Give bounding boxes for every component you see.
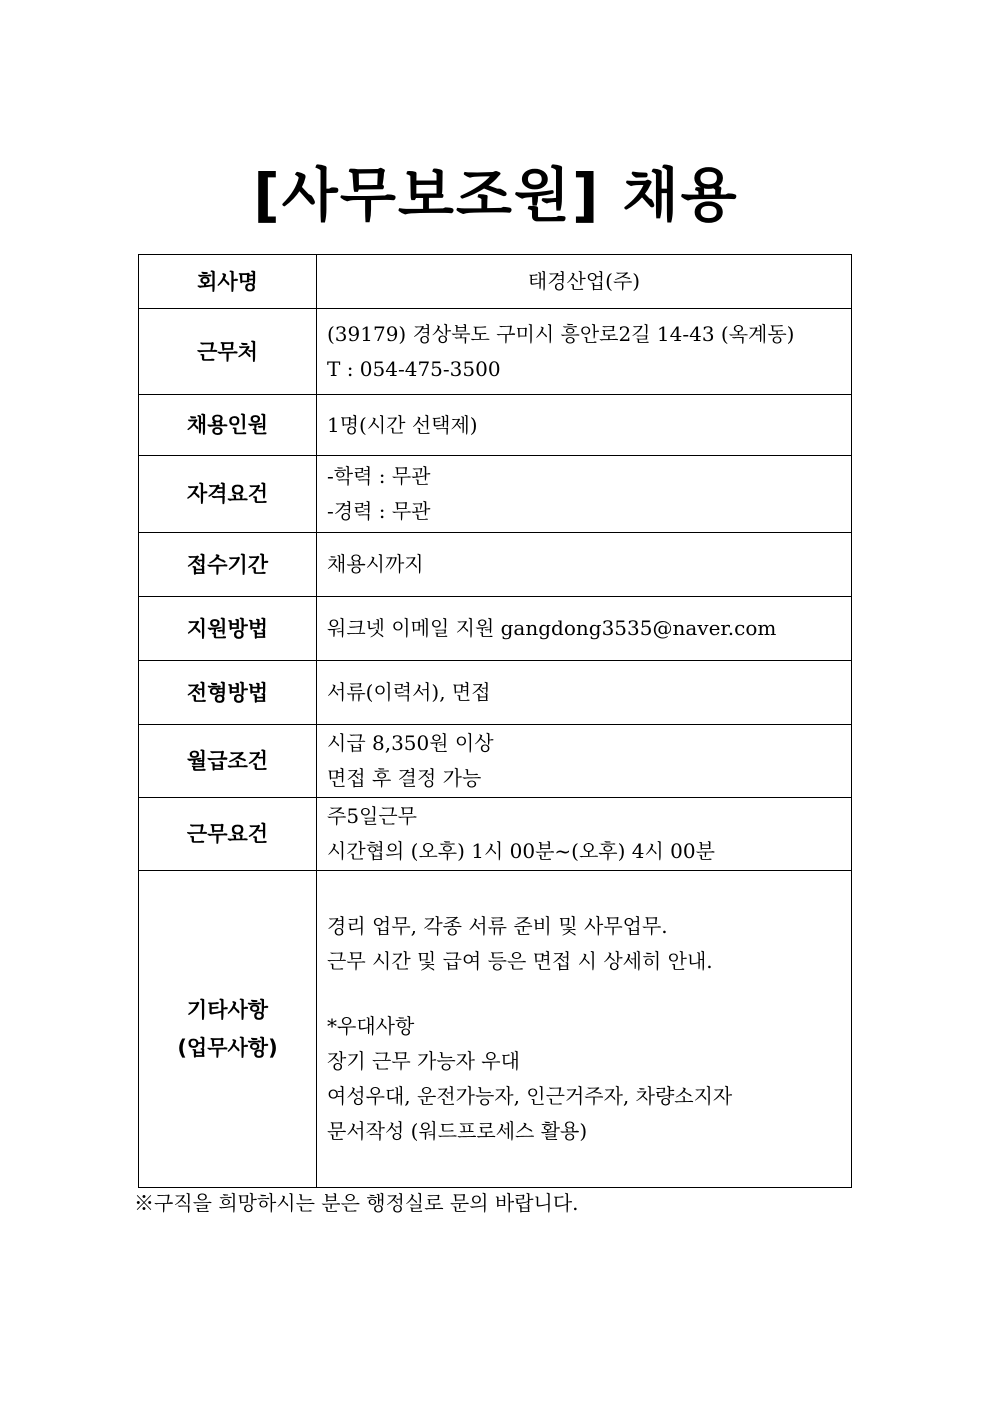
row-value-pay-conditions: [317, 725, 852, 798]
row-value-workplace: [317, 309, 852, 395]
spacer: [327, 979, 851, 1009]
table-row: [139, 456, 852, 533]
application-period-text: 채용시까지: [327, 552, 424, 576]
page-title: [사무보조원] 채용: [253, 161, 739, 229]
workplace-phone: T : 054-475-3500: [327, 356, 501, 381]
duties-description: 경리 업무, 각종 서류 준비 및 사무업무.: [327, 914, 668, 938]
row-label-application-method: 지원방법: [139, 597, 317, 661]
row-value-company: [317, 255, 852, 309]
duties-label: (업무사항): [177, 1036, 278, 1060]
footnote: ※구직을 희망하시는 분은 행정실로 문의 바랍니다.: [134, 1191, 579, 1215]
row-value-selection-method: [317, 661, 852, 725]
row-value-headcount: [317, 395, 852, 456]
pay-negotiation: 면접 후 결정 가능: [327, 766, 482, 790]
workplace-address: (39179) 경상북도 구미시 흥안로2길 14-43 (옥계동): [327, 321, 795, 346]
selection-method-text: 서류(이력서), 면접: [327, 680, 491, 704]
row-label-workplace: 근무처: [139, 309, 317, 395]
row-label-company: 회사명: [139, 255, 317, 309]
row-label-work-conditions: 근무요건: [139, 798, 317, 871]
preference-heading: *우대사항: [327, 1014, 415, 1038]
work-hours: 시간협의 (오후) 1시 00분~(오후) 4시 00분: [327, 839, 715, 863]
preference-candidates: 여성우대, 운전가능자, 인근거주자, 차량소지자: [327, 1084, 733, 1108]
row-label-selection-method: 전형방법: [139, 661, 317, 725]
preference-long-term: 장기 근무 가능자 우대: [327, 1049, 520, 1073]
row-value-work-conditions: [317, 798, 852, 871]
company-name: 태경산업(주): [527, 269, 641, 293]
row-label-qualifications: 자격요건: [139, 456, 317, 533]
table-row: [139, 533, 852, 597]
hours-pay-notice: 근무 시간 및 급여 등은 면접 시 상세히 안내.: [327, 949, 713, 973]
table-row: [139, 661, 852, 725]
work-days: 주5일근무: [327, 804, 418, 828]
row-value-qualifications: [317, 456, 852, 533]
application-method-text: 워크넷 이메일 지원 gangdong3535@naver.com: [327, 616, 777, 640]
row-value-application-period: [317, 533, 852, 597]
headcount-text: 1명(시간 선택제): [327, 412, 478, 437]
experience-requirement: -경력 : 무관: [327, 499, 431, 523]
row-label-other-details: [139, 871, 317, 1188]
education-requirement: -학력 : 무관: [327, 464, 431, 488]
row-value-other-details: [317, 871, 852, 1188]
row-value-application-method: [317, 597, 852, 661]
hourly-wage: 시급 8,350원 이상: [327, 731, 494, 755]
table-row: [139, 725, 852, 798]
table-row: [139, 597, 852, 661]
other-details-label: 기타사항: [186, 998, 269, 1022]
row-label-application-period: 접수기간: [139, 533, 317, 597]
row-label-headcount: 채용인원: [139, 395, 317, 456]
table-row: [139, 871, 852, 1188]
recruitment-table: [138, 254, 852, 1188]
table-row: [139, 798, 852, 871]
preference-word-processing: 문서작성 (워드프로세스 활용): [327, 1119, 588, 1143]
table-row: [139, 309, 852, 395]
table-row: [139, 255, 852, 309]
row-label-pay-conditions: 월급조건: [139, 725, 317, 798]
table-row: [139, 395, 852, 456]
